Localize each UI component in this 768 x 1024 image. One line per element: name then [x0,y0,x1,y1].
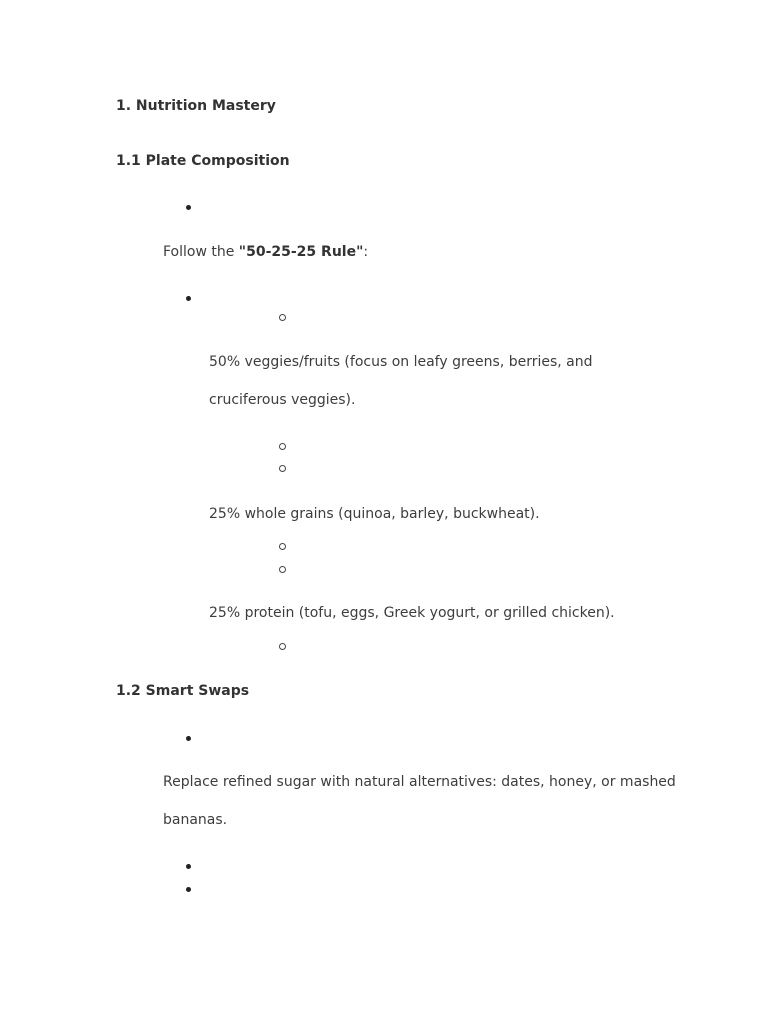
rule-intro-prefix: Follow the [163,244,239,260]
bullet-circle [279,314,286,321]
swap-sugar-line1: Replace refined sugar with natural alternatives: dates, honey, or mashed [163,774,676,790]
bullet-circle [279,443,286,450]
subsection-heading-smart-swaps: 1.2 Smart Swaps [116,683,250,699]
plate-item-grains: 25% whole grains (quinoa, barley, buckwheat). [209,506,540,522]
plate-item-protein: 25% protein (tofu, eggs, Greek yogurt, or grilled chicken). [209,605,615,621]
bullet-circle [279,465,286,472]
bullet-disc [186,736,191,741]
swap-sugar-line2: bananas. [163,812,228,828]
plate-item-veggies-line1: 50% veggies/fruits (focus on leafy greens, berries, and [209,354,593,370]
plate-item-veggies-line2: cruciferous veggies). [209,392,356,408]
bullet-circle [279,566,286,573]
section-heading-nutrition-mastery: 1. Nutrition Mastery [116,98,276,114]
bullet-disc [186,887,191,892]
rule-intro [163,244,368,260]
bullet-disc [186,296,191,301]
bullet-disc [186,205,191,210]
rule-intro-suffix: : [363,244,369,260]
rule-name: "50-25-25 Rule" [238,244,364,260]
subsection-heading-plate-composition: 1.1 Plate Composition [116,153,290,169]
bullet-disc [186,864,191,869]
bullet-circle [279,543,286,550]
bullet-circle [279,643,286,650]
